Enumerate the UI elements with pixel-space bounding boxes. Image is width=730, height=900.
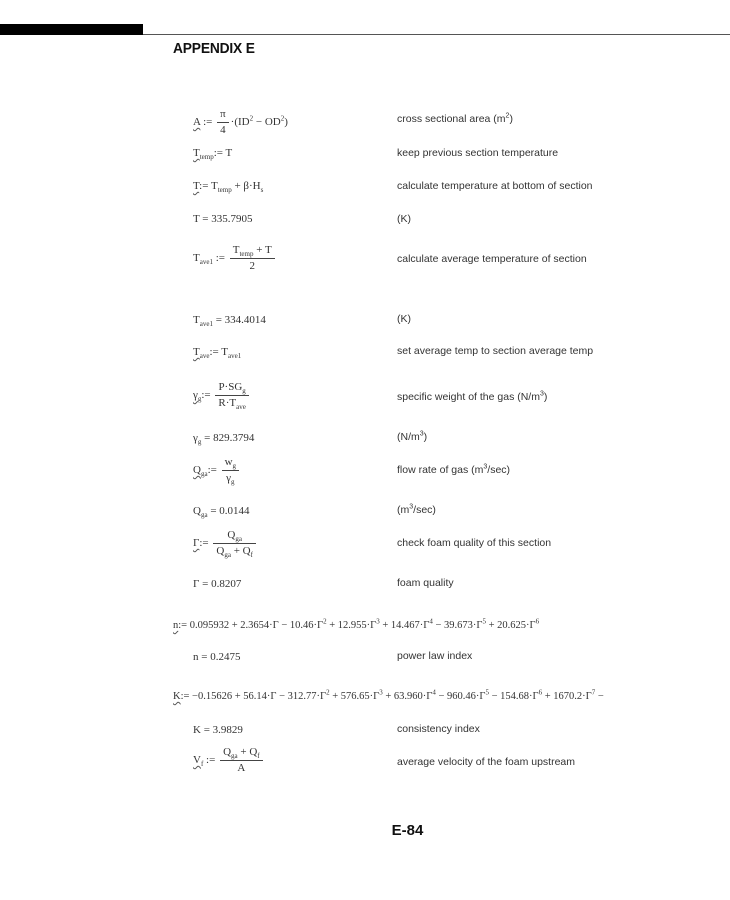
temp-bottom-description: calculate temperature at bottom of section bbox=[397, 180, 593, 192]
temp-average-result: $T_{ave1} = 334.4014$ bbox=[193, 314, 266, 329]
power-law-result: n = 0.2475 bbox=[193, 651, 241, 663]
foam-quality-result: Γ = 0.8207 bbox=[193, 578, 242, 590]
temp-keep-equation: $T_{temp}:= T$ bbox=[193, 147, 233, 162]
consistency-result: K = 3.9829 bbox=[193, 724, 243, 736]
temp-keep-description: keep previous section temperature bbox=[397, 147, 559, 159]
foam-quality-equation: Γ:= $\frac{Q_{ga}}{Q_{ga} + Q_f}$ bbox=[193, 530, 258, 557]
gas-flow-equation: $Q_{ga}:=$ $\frac{w_g}{\gamma_g}$ bbox=[193, 457, 241, 484]
specific-weight-equation: $\gamma_g:=$ $\frac{P\cdot SG_g}{R\cdot T_{ave}}$ bbox=[193, 382, 251, 409]
gas-flow-unit: $(m^3/\sec)$ bbox=[397, 503, 436, 516]
gas-flow-result: $Q_{ga} = 0.0144$ bbox=[193, 505, 250, 520]
specific-weight-result: $\gamma_g = 829.3794$ bbox=[193, 432, 255, 447]
velocity-description: average velocity of the foam upstream bbox=[397, 756, 576, 768]
power-law-label: power law index bbox=[397, 650, 473, 662]
temp-set-description: set average temp to section average temp bbox=[397, 345, 594, 357]
velocity-equation: $V_f$ := $\frac{Q_{ga} + Q_f}{A}$ bbox=[193, 747, 265, 774]
foam-quality-label: foam quality bbox=[397, 577, 454, 589]
temp-average-equation: $T_{ave1}$ := $\frac{T_{temp} + T}{2}$ bbox=[193, 245, 277, 272]
area-description: cross sectional area $(m^2)$ bbox=[397, 112, 513, 125]
temp-average-unit: (K) bbox=[397, 313, 411, 325]
temp-result: T = 335.7905 bbox=[193, 213, 253, 225]
header-rule bbox=[143, 34, 730, 35]
power-law-equation: n:= $0.095932 + 2.3654\cdot\Gamma - 10.46\cdot\Gamma^2 + 12.955\cdot\Gamma^3 + 14.467\cdot\Gamma^4 - 39.673\cdot\Gamma^5 + 20.625\cdot\Gamma^6$ bbox=[173, 617, 540, 631]
consistency-label: consistency index bbox=[397, 723, 480, 735]
temp-bottom-equation: T:= $T_{temp} + \beta\cdot H_s$ bbox=[193, 180, 264, 195]
temp-unit: (K) bbox=[397, 213, 411, 225]
specific-weight-description: specific weight of the gas $(N/m^3)$ bbox=[397, 390, 548, 403]
foam-quality-description: check foam quality of this section bbox=[397, 537, 552, 549]
appendix-header: APPENDIX E bbox=[173, 40, 255, 57]
consistency-equation: K:= $-0.15626 + 56.14\cdot\Gamma - 312.77\cdot\Gamma^2 + 576.65\cdot\Gamma^3 + 63.960\cdot\Gamma^4 - 960.46\cdot\Gamma^5 - 154.68\cdot\Gamma^6 + 1670.2\cdot\Gamma^7$ − bbox=[173, 688, 604, 702]
temp-set-equation: $T_{ave}:= T_{ave1}$ bbox=[193, 346, 242, 361]
gas-flow-description: flow rate of gas $(m^3/\sec)$ bbox=[397, 463, 511, 476]
specific-weight-unit: $(N/m^3)$ bbox=[397, 430, 428, 443]
area-equation: A := $\frac{\pi}{4}$ $\cdot(ID^2 - OD^2)$ bbox=[193, 108, 288, 136]
page-number: E-84 bbox=[391, 822, 424, 839]
temp-average-description: calculate average temperature of section bbox=[397, 253, 587, 265]
header-bar bbox=[0, 24, 143, 35]
